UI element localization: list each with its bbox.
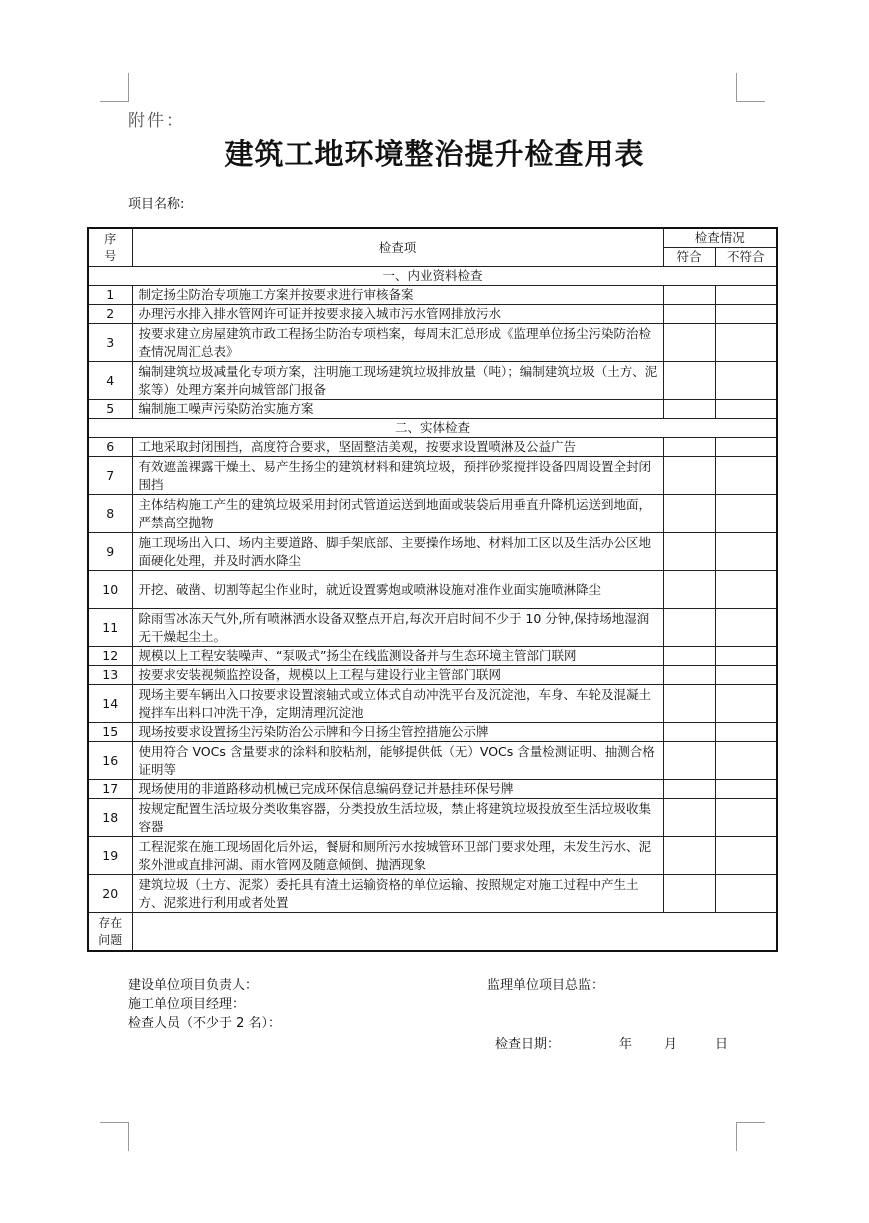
nonconform-cell[interactable] bbox=[715, 495, 777, 533]
conform-cell[interactable] bbox=[663, 685, 715, 723]
table-row bbox=[88, 666, 777, 685]
owner-signature-label: 建设单位项目负责人： bbox=[128, 978, 259, 993]
nonconform-cell[interactable] bbox=[715, 799, 777, 837]
conform-cell[interactable] bbox=[663, 533, 715, 571]
conform-cell[interactable] bbox=[663, 400, 715, 419]
row-check-item: 规模以上工程安装噪声、“泵吸式”扬尘在线监测设备并与生态环境主管部门联网 bbox=[132, 647, 663, 666]
table-row bbox=[88, 400, 777, 419]
nonconform-cell[interactable] bbox=[715, 533, 777, 571]
row-check-item: 现场按要求设置扬尘污染防治公示牌和今日扬尘管控措施公示牌 bbox=[132, 723, 663, 742]
row-check-item: 有效遮盖裸露干燥土、易产生扬尘的建筑材料和建筑垃圾，预拌砂浆搅拌设备四周设置全封闭围挡 bbox=[132, 457, 663, 495]
conform-cell[interactable] bbox=[663, 875, 715, 913]
table-row bbox=[88, 837, 777, 875]
row-number: 6 bbox=[88, 438, 132, 457]
document-title: 建筑工地环境整治提升检查用表 bbox=[224, 137, 645, 171]
nonconform-cell[interactable] bbox=[715, 780, 777, 799]
table-row bbox=[88, 305, 777, 324]
attachment-label: 附件： bbox=[128, 111, 185, 131]
row-check-item: 开挖、破凿、切割等起尘作业时，就近设置雾炮或喷淋设施对准作业面实施喷淋降尘 bbox=[132, 571, 663, 609]
date-month-label: 月 bbox=[664, 1037, 678, 1052]
crop-mark-bottom-right bbox=[736, 1122, 765, 1151]
issues-row bbox=[88, 913, 777, 952]
row-number: 10 bbox=[88, 571, 132, 609]
conform-cell[interactable] bbox=[663, 723, 715, 742]
row-number: 12 bbox=[88, 647, 132, 666]
nonconform-cell[interactable] bbox=[715, 362, 777, 400]
conform-cell[interactable] bbox=[663, 438, 715, 457]
nonconform-cell[interactable] bbox=[715, 685, 777, 723]
conform-cell[interactable] bbox=[663, 305, 715, 324]
row-check-item: 工程泥浆在施工现场固化后外运，餐厨和厕所污水按城管环卫部门要求处理，未发生污水、泥浆外泄或直排河湖、雨水管网及随意倾倒、抛洒现象 bbox=[132, 837, 663, 875]
project-name-label: 项目名称: bbox=[128, 197, 185, 212]
date-day-label: 日 bbox=[715, 1037, 729, 1052]
table-row bbox=[88, 780, 777, 799]
table-row bbox=[88, 533, 777, 571]
crop-mark-bottom-left bbox=[100, 1122, 129, 1151]
row-check-item: 按要求建立房屋建筑市政工程扬尘防治专项档案，每周末汇总形成《监理单位扬尘污染防治检查情况周汇总表》 bbox=[132, 324, 663, 362]
row-number: 5 bbox=[88, 400, 132, 419]
row-check-item: 制定扬尘防治专项施工方案并按要求进行审核备案 bbox=[132, 286, 663, 305]
row-number: 16 bbox=[88, 742, 132, 780]
table-row bbox=[88, 438, 777, 457]
table-row bbox=[88, 457, 777, 495]
row-check-item: 使用符合 VOCs 含量要求的涂料和胶粘剂，能够提供低（无）VOCs 含量检测证明、抽测合格证明等 bbox=[132, 742, 663, 780]
conform-cell[interactable] bbox=[663, 457, 715, 495]
row-number: 20 bbox=[88, 875, 132, 913]
row-check-item: 除雨雪冰冻天气外,所有喷淋洒水设备双整点开启,每次开启时间不少于 10 分钟,保持场地湿润无干燥起尘土。 bbox=[132, 609, 663, 647]
conform-cell[interactable] bbox=[663, 799, 715, 837]
nonconform-cell[interactable] bbox=[715, 837, 777, 875]
row-number: 13 bbox=[88, 666, 132, 685]
table-row bbox=[88, 286, 777, 305]
row-check-item: 施工现场出入口、场内主要道路、脚手架底部、主要操作场地、材料加工区以及生活办公区地面硬化处理，并及时洒水降尘 bbox=[132, 533, 663, 571]
nonconform-cell[interactable] bbox=[715, 324, 777, 362]
header-nonconform: 不符合 bbox=[715, 248, 777, 267]
inspection-table bbox=[87, 227, 778, 952]
table-row bbox=[88, 742, 777, 780]
conform-cell[interactable] bbox=[663, 837, 715, 875]
nonconform-cell[interactable] bbox=[715, 571, 777, 609]
row-number: 9 bbox=[88, 533, 132, 571]
row-check-item: 办理污水排入排水管网许可证并按要求接入城市污水管网排放污水 bbox=[132, 305, 663, 324]
inspector-signature-label: 检查人员（不少于 2 名）： bbox=[128, 1016, 282, 1031]
section-document-check: 一、内业资料检查 bbox=[88, 267, 777, 286]
nonconform-cell[interactable] bbox=[715, 875, 777, 913]
nonconform-cell[interactable] bbox=[715, 305, 777, 324]
row-number: 15 bbox=[88, 723, 132, 742]
table-row bbox=[88, 609, 777, 647]
nonconform-cell[interactable] bbox=[715, 438, 777, 457]
row-number: 1 bbox=[88, 286, 132, 305]
row-number: 11 bbox=[88, 609, 132, 647]
row-number: 4 bbox=[88, 362, 132, 400]
row-check-item: 编制施工噪声污染防治实施方案 bbox=[132, 400, 663, 419]
table-row bbox=[88, 324, 777, 362]
row-check-item: 按规定配置生活垃圾分类收集容器，分类投放生活垃圾，禁止将建筑垃圾投放至生活垃圾收集容器 bbox=[132, 799, 663, 837]
conform-cell[interactable] bbox=[663, 324, 715, 362]
nonconform-cell[interactable] bbox=[715, 666, 777, 685]
row-check-item: 主体结构施工产生的建筑垃圾采用封闭式管道运送到地面或装袋后用垂直升降机运送到地面，严禁高空抛物 bbox=[132, 495, 663, 533]
row-number: 14 bbox=[88, 685, 132, 723]
row-check-item: 工地采取封闭围挡，高度符合要求，坚固整洁美观，按要求设置喷淋及公益广告 bbox=[132, 438, 663, 457]
contractor-signature-label: 施工单位项目经理： bbox=[128, 997, 246, 1012]
row-check-item: 按要求安装视频监控设备，规模以上工程与建设行业主管部门联网 bbox=[132, 666, 663, 685]
row-check-item: 现场主要车辆出入口按要求设置滚轴式或立体式自动冲洗平台及沉淀池，车身、车轮及混凝土搅拌车出料口冲洗干净，定期清理沉淀池 bbox=[132, 685, 663, 723]
header-check-item: 检查项 bbox=[132, 228, 663, 267]
nonconform-cell[interactable] bbox=[715, 723, 777, 742]
conform-cell[interactable] bbox=[663, 609, 715, 647]
header-serial-no: 序号 bbox=[88, 228, 132, 267]
row-number: 7 bbox=[88, 457, 132, 495]
conform-cell[interactable] bbox=[663, 780, 715, 799]
row-check-item: 编制建筑垃圾减量化专项方案，注明施工现场建筑垃圾排放量（吨）；编制建筑垃圾（土方、泥浆等）处理方案并向城管部门报备 bbox=[132, 362, 663, 400]
inspection-date-label: 检查日期： bbox=[495, 1037, 561, 1052]
row-number: 2 bbox=[88, 305, 132, 324]
row-number: 19 bbox=[88, 837, 132, 875]
table-row bbox=[88, 495, 777, 533]
issues-label: 存在问题 bbox=[88, 913, 132, 952]
table-row bbox=[88, 875, 777, 913]
row-check-item: 建筑垃圾（土方、泥浆）委托具有渣土运输资格的单位运输、按照规定对施工过程中产生土方、泥浆进行利用或者处置 bbox=[132, 875, 663, 913]
conform-cell[interactable] bbox=[663, 647, 715, 666]
supervisor-signature-label: 监理单位项目总监： bbox=[487, 978, 605, 993]
crop-mark-top-left bbox=[100, 73, 129, 102]
row-number: 8 bbox=[88, 495, 132, 533]
nonconform-cell[interactable] bbox=[715, 647, 777, 666]
conform-cell[interactable] bbox=[663, 666, 715, 685]
table-row bbox=[88, 647, 777, 666]
table-row bbox=[88, 685, 777, 723]
conform-cell[interactable] bbox=[663, 286, 715, 305]
nonconform-cell[interactable] bbox=[715, 286, 777, 305]
nonconform-cell[interactable] bbox=[715, 400, 777, 419]
row-number: 3 bbox=[88, 324, 132, 362]
header-check-status: 检查情况 bbox=[663, 228, 777, 248]
issues-field[interactable] bbox=[132, 913, 777, 952]
row-check-item: 现场使用的非道路移动机械已完成环保信息编码登记并悬挂环保号牌 bbox=[132, 780, 663, 799]
nonconform-cell[interactable] bbox=[715, 742, 777, 780]
table-row bbox=[88, 362, 777, 400]
table-row bbox=[88, 799, 777, 837]
table-row bbox=[88, 723, 777, 742]
nonconform-cell[interactable] bbox=[715, 609, 777, 647]
nonconform-cell[interactable] bbox=[715, 457, 777, 495]
header-conform: 符合 bbox=[663, 248, 715, 267]
crop-mark-top-right bbox=[736, 73, 765, 102]
row-number: 18 bbox=[88, 799, 132, 837]
section-site-check: 二、实体检查 bbox=[88, 419, 777, 438]
row-number: 17 bbox=[88, 780, 132, 799]
conform-cell[interactable] bbox=[663, 742, 715, 780]
conform-cell[interactable] bbox=[663, 571, 715, 609]
date-year-label: 年 bbox=[619, 1037, 633, 1052]
conform-cell[interactable] bbox=[663, 495, 715, 533]
table-row bbox=[88, 571, 777, 609]
conform-cell[interactable] bbox=[663, 362, 715, 400]
